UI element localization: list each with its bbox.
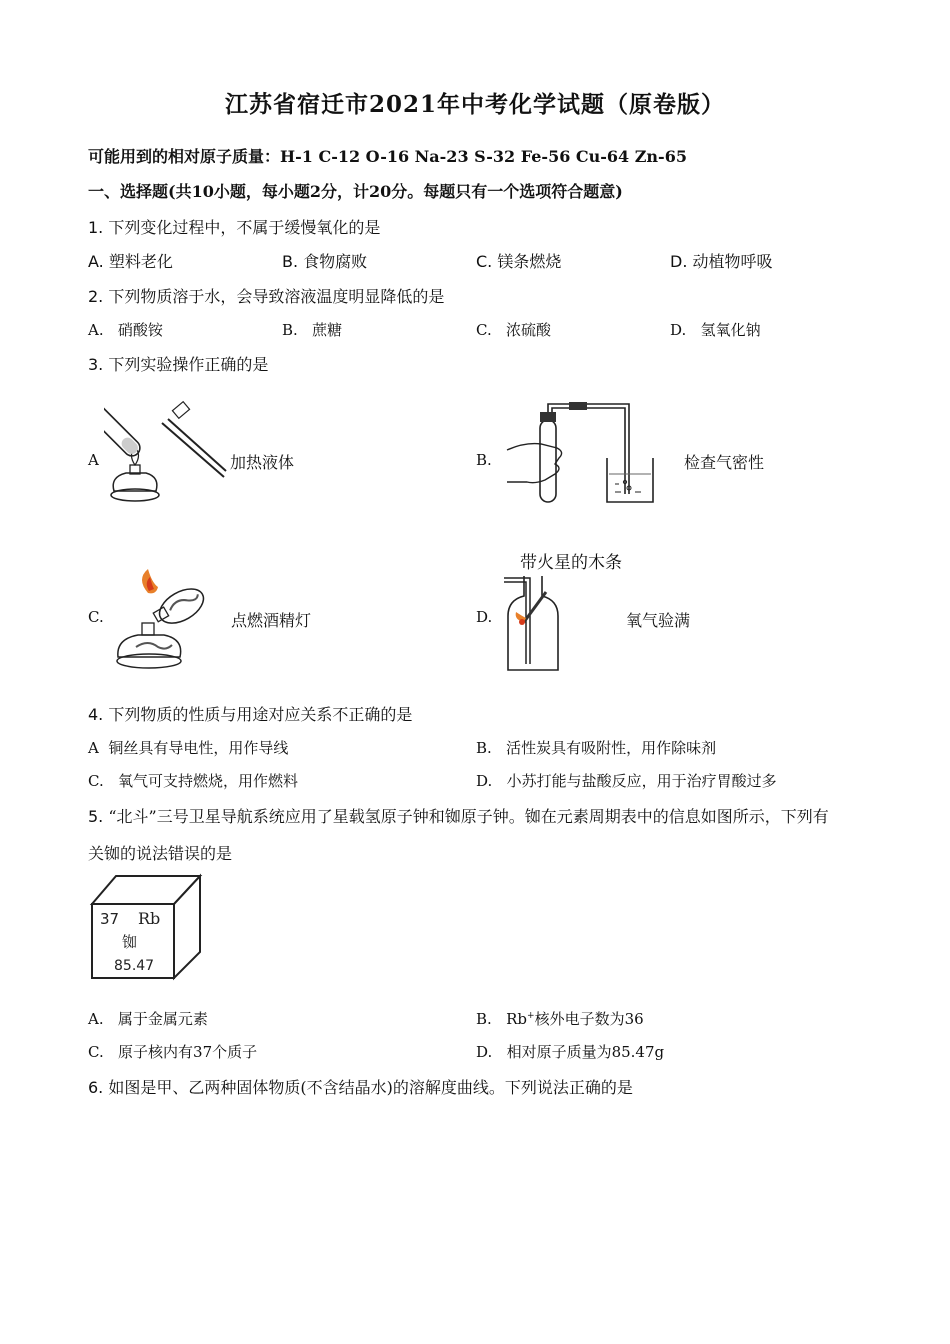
q1-option-a: A. 塑料老化 [88,252,173,271]
question-number: 4. [88,705,104,724]
question-text: 下列物质溶于水，会导致溶液温度明显降低的是 [108,287,445,306]
question-text: “北斗”三号卫星导航系统应用了星载氢原子钟和铷原子钟。铷在元素周期表中的信息如图所示，下列有 [108,807,829,826]
q5-option-b: B. Rb+核外电子数为36 [476,1010,644,1028]
question-number: 5. [88,807,104,826]
light-lamp-figure [108,565,208,673]
question-text: 下列物质的性质与用途对应关系不正确的是 [108,705,413,724]
q4-option-c: C. 氧气可支持燃烧，用作燃料 [88,772,299,790]
question-number: 1. [88,218,104,237]
question-3 [88,352,268,375]
element-name: 铷 [122,933,138,951]
question-text: 如图是甲、乙两种固体物质(不含结晶水)的溶解度曲线。下列说法正确的是 [108,1078,633,1097]
glowing-splint-label: 带火星的木条 [520,553,622,573]
q5-option-d: D. 相对原子质量为85.47g [476,1043,665,1061]
q1-option-b: B. 食物腐败 [282,252,368,271]
q3-option-b-letter: B. [476,451,492,469]
question-text: 下列变化过程中，不属于缓慢氧化的是 [108,218,381,237]
question-5 [88,804,829,827]
question-2 [88,284,444,307]
q4-option-d: D. 小苏打能与盐酸反应，用于治疗胃酸过多 [476,772,777,790]
q3-option-c-letter: C. [88,608,104,626]
heating-liquid-figure [104,395,229,510]
section-heading: 一、选择题(共10小题，每小题2分，计20分。每题只有一个选项符合题意) [88,182,623,201]
question-text: 下列实验操作正确的是 [108,355,269,374]
page-title: 江苏省宿迁市2021年中考化学试题（原卷版） [224,91,725,118]
question-6 [88,1075,633,1098]
q3-option-d-letter: D. [476,608,493,626]
oxygen-test-figure [500,572,570,672]
q2-option-d: D. 氢氧化钠 [670,321,761,339]
atomic-masses: 可能用到的相对原子质量：H-1 C-12 O-16 Na-23 S-32 Fe-56 Cu-64 Zn-65 [88,147,687,166]
q1-option-d: D. 动植物呼吸 [670,252,773,271]
q2-option-b: B. 蔗糖 [282,321,343,339]
question-number: 3. [88,355,104,374]
q3-option-d-caption: 氧气验满 [626,611,691,630]
question-4 [88,702,412,725]
question-1 [88,215,380,238]
airtightness-figure [505,398,665,508]
q3-option-b-caption: 检查气密性 [684,453,765,472]
q5-option-a: A. 属于金属元素 [88,1010,208,1028]
q4-option-a: A 铜丝具有导电性，用作导线 [88,739,289,757]
question-5-continued: 关铷的说法错误的是 [88,844,233,863]
atomic-number: 37 [100,910,120,928]
q2-option-c: C. 浓硫酸 [476,321,552,339]
question-number: 6. [88,1078,104,1097]
q2-option-a: A. 硝酸铵 [88,321,163,339]
element-card-rubidium [88,872,208,982]
question-number: 2. [88,287,104,306]
element-symbol: Rb [138,909,161,928]
q3-option-a-letter: A [88,451,99,469]
q4-option-b: B. 活性炭具有吸附性，用作除味剂 [476,739,717,757]
q3-option-a-caption: 加热液体 [230,453,295,472]
q1-option-c: C. 镁条燃烧 [476,252,562,271]
q5-option-c: C. 原子核内有37个质子 [88,1043,258,1061]
atomic-mass: 85.47 [114,958,155,974]
q3-option-c-caption: 点燃酒精灯 [231,611,312,630]
